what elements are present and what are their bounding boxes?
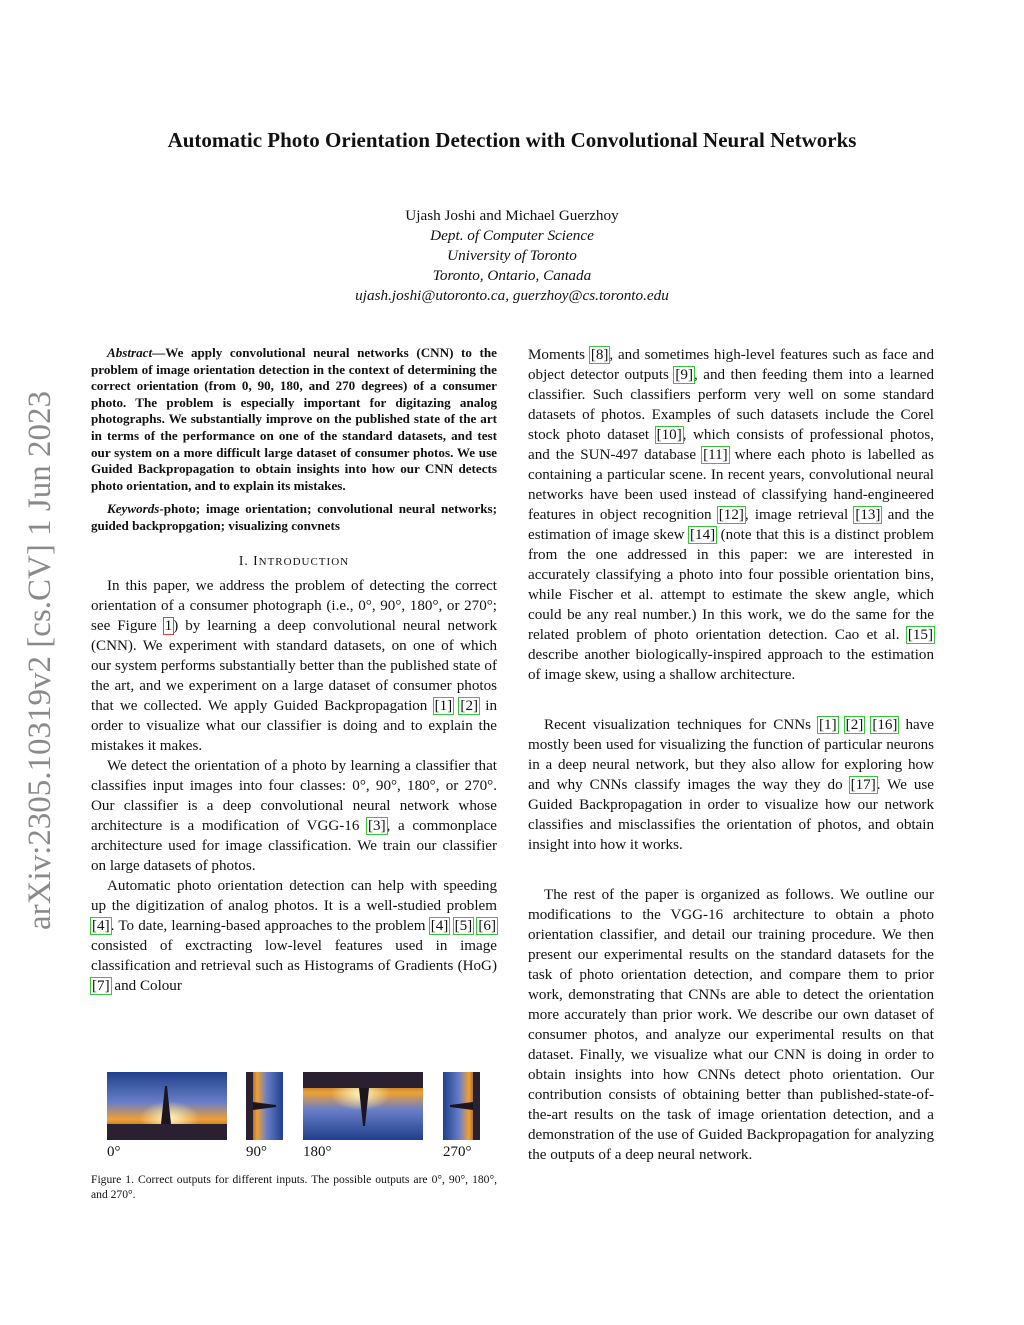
keywords-label: Keywords	[107, 501, 160, 517]
citation-link[interactable]: [3]	[368, 817, 386, 834]
section-title-rest: NTRODUCTION	[258, 555, 350, 568]
intro-paragraph-5: The rest of the paper is organized as follows. We outline our modifications to the VGG-16 architecture to obtain a photo orientation classifier, and detail our training procedure. We then present our experimental results on the standard datasets for the task of photo orientation detection, and compare them to prior work, demonstrating that CNNs are able to detect the orientation more accurately than prior work. We describe our own dataset of consumer photos, and analyze our experimental results on that dataset. Finally, we visualize what our CNN is doing in order to obtain insights into how CNNs detect photo orientation. Our contribution consists of obtaining better than published-state-of-the-art results on the task of image orientation detection, and a demonstration of the use of Guided Backpropagation for analyzing the outputs of a deep neural network.	[528, 887, 934, 1163]
citation-link[interactable]: [10]	[656, 427, 682, 443]
photo-0-degrees	[107, 1072, 227, 1140]
citation-link[interactable]: [7]	[92, 977, 110, 994]
label-270-degrees: 270°	[443, 1144, 472, 1160]
citation-link[interactable]: [11]	[703, 447, 728, 463]
citation-link[interactable]: [12]	[718, 507, 744, 523]
citation-link[interactable]: [2]	[845, 717, 864, 733]
section-heading-introduction	[91, 551, 497, 572]
citation-link[interactable]: [2]	[460, 697, 479, 714]
arxiv-stamp: arXiv:2305.10319v2 [cs.CV] 1 Jun 2023	[22, 391, 58, 930]
citation-link[interactable]: [16]	[872, 717, 898, 733]
left-column	[91, 345, 497, 996]
paper-title: Automatic Photo Orientation Detection with Convolutional Neural Networks	[167, 128, 857, 152]
section-title-initial: I	[253, 552, 259, 568]
intro-paragraph-4: Recent visualization techniques for CNNs [1] [2] [16] have mostly been used for visualizing the function of particular neurons in a deep neural network, but they also allow for exploring how and why CNNs classify images the way they do [17]. We use Guided Backpropagation in order to visualize how our network classifies and misclassifies the orientation of photos, and obtain insight into how it works.	[528, 717, 934, 853]
citation-link[interactable]: [4]	[92, 917, 110, 934]
abstract-text: —We apply convolutional neural networks (CNN) to the problem of image orientation detection in the context of determining the correct orientation (from 0, 90, 180, and 270 degrees) of a consumer photo. The problem is especially important for digitazing analog photographs. We substantially improve on the published state of the art in terms of the performance on one of the standard datasets, and test our system on a more difficult large dataset of consumer photos. We use Guided Backpropagation to obtain insights into how our CNN detects photo orientation, and to explain its mistakes.	[91, 345, 497, 493]
label-180-degrees: 180°	[303, 1144, 332, 1160]
citation-link[interactable]: [1]	[434, 697, 453, 714]
intro-paragraph-2: We detect the orientation of a photo by learning a classifier that classifies input images into four classes: 0°, 90°, 180°, or 270°. Our classifier is a deep convolutional neural network whose architecture is a modification of VGG-16 [3], a commonplace architecture used for image classification. We train our classifier on large datasets of photos.	[91, 757, 497, 874]
photo-90-degrees	[246, 1072, 283, 1140]
author-names: Ujash Joshi and Michael Guerzhoy	[405, 207, 619, 224]
citation-link[interactable]: [17]	[850, 777, 876, 793]
abstract	[91, 345, 497, 494]
figure-1-caption: Figure 1. Correct outputs for different inputs. The possible outputs are 0°, 90°, 180°, and 270°.	[91, 1173, 497, 1201]
author-block	[0, 206, 1024, 306]
citation-link[interactable]: [8]	[590, 347, 609, 363]
citation-link[interactable]: [15]	[907, 627, 933, 643]
keywords	[91, 501, 497, 534]
photo-180-degrees	[303, 1072, 423, 1140]
citation-link[interactable]: [14]	[690, 527, 716, 543]
abstract-label: Abstract	[107, 345, 153, 360]
author-emails: ujash.joshi@utoronto.ca, guerzhoy@cs.toronto.edu	[355, 287, 669, 304]
right-column	[528, 345, 934, 1165]
citation-link[interactable]: [6]	[478, 917, 497, 934]
keywords-text: -photo; image orientation; convolutional neural networks; guided backpropgation; visualizing convnets	[91, 501, 497, 533]
citation-link[interactable]: [5]	[454, 917, 473, 934]
photo-270-degrees	[443, 1072, 480, 1140]
intro-paragraph-3: Automatic photo orientation detection can help with speeding up the digitization of analog photos. It is a well-studied problem [4]. To date, learning-based approaches to the problem [4] [5] [6] consisted of exctracting low-level features used in image classification and retrieval such as Histograms of Gradients (HoG) [7] and Colour	[91, 877, 497, 994]
section-number: I.	[238, 552, 249, 568]
author-dept: Dept. of Computer Science	[430, 227, 594, 244]
figure-1	[91, 1068, 497, 1168]
intro-paragraph-3-continued: Moments [8], and sometimes high-level features such as face and object detector outputs [9], and then feeding them into a learned classifier. Such classifiers perform very well on some standard datasets of photos. Examples of such datasets include the Corel stock photo dataset [10], which consists of professional photos, and the SUN-497 database [11] where each photo is labelled as containing a particular scene. In recent years, convolutional neural networks have been used instead of classifying hand-engineered features in object recognition [12], image retrieval [13] and the estimation of image skew [14] (note that this is a distinct problem from the one addressed in this paper: we are interested in accurately classifying a photo into four possible orientation bins, while Fischer et al. attempt to estimate the skew angle, which could be any real number.) In this work, we do the same for the related problem of photo orientation detection. Cao et al. [15] describe another biologically-inspired approach to the estimation of image skew, using a shallow architecture.	[528, 347, 935, 683]
intro-paragraph-1: In this paper, we address the problem of detecting the correct orientation of a consumer photograph (i.e., 0°, 90°, 180°, or 270°; see Figure 1) by learning a deep convolutional neural network (CNN). We experiment with standard datasets, on one of which our system performs substantially better than the published state of the art, and we experiment on a large dataset of consumer photos that we collected. We apply Guided Backpropagation [1] [2] in order to visualize what our classifier is doing and to explain the mistakes it makes.	[91, 577, 497, 754]
citation-link[interactable]: [13]	[855, 507, 881, 523]
citation-link[interactable]: [9]	[675, 367, 694, 383]
figure-reference-link[interactable]: 1	[164, 617, 173, 634]
citation-link[interactable]: [1]	[819, 717, 837, 733]
label-90-degrees: 90°	[246, 1144, 267, 1160]
author-university: University of Toronto	[447, 247, 577, 264]
label-0-degrees: 0°	[107, 1144, 121, 1160]
citation-link[interactable]: [4]	[430, 917, 449, 934]
author-location: Toronto, Ontario, Canada	[432, 267, 592, 284]
